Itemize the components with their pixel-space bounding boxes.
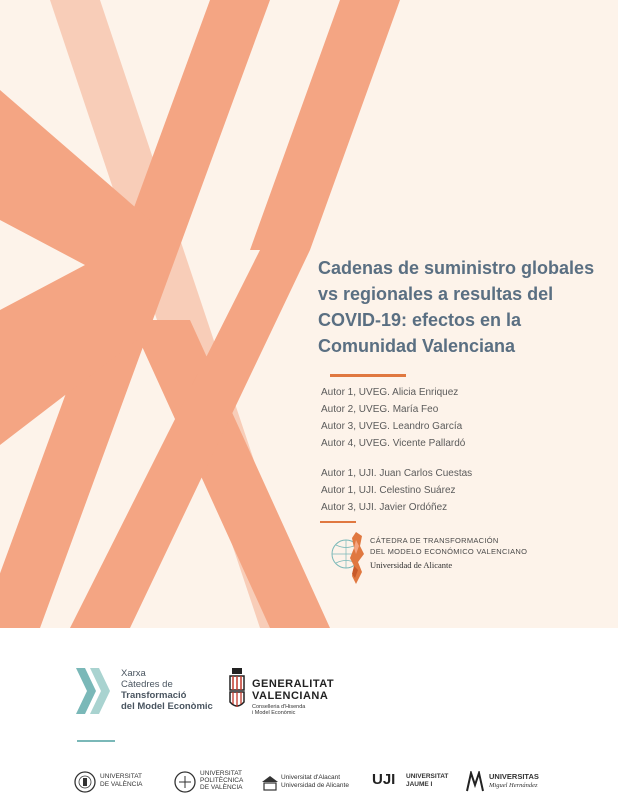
author-item: Autor 4, UVEG. Vicente Pallardó — [321, 438, 466, 449]
ua-logo — [260, 768, 360, 796]
xarxa-line1: Xarxa — [121, 668, 146, 679]
upv-seal-icon — [174, 770, 196, 794]
ua-line1: Universitat d'Alacant — [281, 774, 341, 781]
gva-line2: VALENCIANA — [252, 690, 329, 702]
document-title — [318, 255, 608, 359]
uji-wordmark: UJI — [372, 771, 396, 788]
gva-line1: GENERALITAT — [252, 678, 335, 690]
title-line: COVID-19: efectos en la — [318, 310, 522, 330]
ua-building-icon — [262, 774, 278, 792]
authors-uji-list — [321, 465, 472, 516]
author-item: Autor 1, UJI. Celestino Suárez — [321, 485, 456, 496]
upv-line1: UNIVERSITAT — [200, 770, 243, 777]
umh-line1: UNIVERSITAS — [489, 772, 539, 781]
author-item: Autor 3, UVEG. Leandro García — [321, 421, 463, 432]
xarxa-line4: del Model Econòmic — [121, 701, 213, 712]
upv-line2: POLITÈCNICA — [200, 777, 244, 784]
uv-line1: UNIVERSITAT — [100, 773, 143, 780]
title-line: Cadenas de suministro globales — [318, 258, 595, 278]
author-item: Autor 1, UJI. Juan Carlos Cuestas — [321, 468, 473, 479]
uv-logo — [70, 768, 160, 796]
catedra-line1: CÁTEDRA DE TRANSFORMACIÓN — [370, 536, 499, 545]
umh-monogram-icon — [465, 771, 485, 793]
authors-uveg-list — [321, 384, 465, 452]
xarxa-logo — [76, 666, 226, 716]
uji-line2: JAUME I — [406, 781, 433, 788]
gva-line3 — [252, 704, 305, 716]
title-line: vs regionales a resultas del — [318, 284, 554, 304]
gva-line4-text: i Model Econòmic — [252, 710, 296, 716]
uv-seal-icon — [74, 770, 96, 794]
author-item: Autor 2, UVEG. María Feo — [321, 404, 439, 415]
globe-map-icon — [330, 528, 370, 588]
author-item: Autor 1, UVEG. Alicia Enriquez — [321, 387, 459, 398]
xarxa-line2: Càtedres de — [121, 679, 173, 690]
catedra-line2: DEL MODELO ECONÓMICO VALENCIANO — [370, 547, 528, 556]
author-item: Autor 3, UJI. Javier Ordóñez — [321, 502, 448, 513]
ribbon-band-upper-right — [250, 0, 400, 250]
xarxa-line3: Transformació — [121, 690, 187, 701]
footer-divider — [77, 740, 115, 742]
upv-logo — [170, 768, 252, 796]
university-logos — [70, 768, 550, 798]
umh-line2: Miguel Hernández — [489, 782, 538, 789]
ua-line2: Universidad de Alicante — [281, 782, 349, 789]
title-line: Comunidad Valenciana — [318, 336, 516, 356]
upv-line3: DE VALÈNCIA — [200, 784, 243, 791]
catedra-line3: Universidad de Alicante — [370, 560, 453, 570]
uji-line1: UNIVERSITAT — [406, 773, 449, 780]
gva-line3-text: Conselleria d'Hisenda — [252, 704, 306, 710]
gva-crest-icon — [228, 668, 248, 712]
xarxa-chevron-icon — [76, 668, 114, 714]
umh-logo — [465, 768, 550, 796]
catedra-logo — [330, 526, 590, 590]
uv-line2: DE VALÈNCIA — [100, 781, 143, 788]
catedra-divider — [320, 521, 356, 523]
uji-logo — [372, 768, 454, 796]
title-divider — [330, 374, 406, 377]
generalitat-logo — [228, 666, 348, 716]
